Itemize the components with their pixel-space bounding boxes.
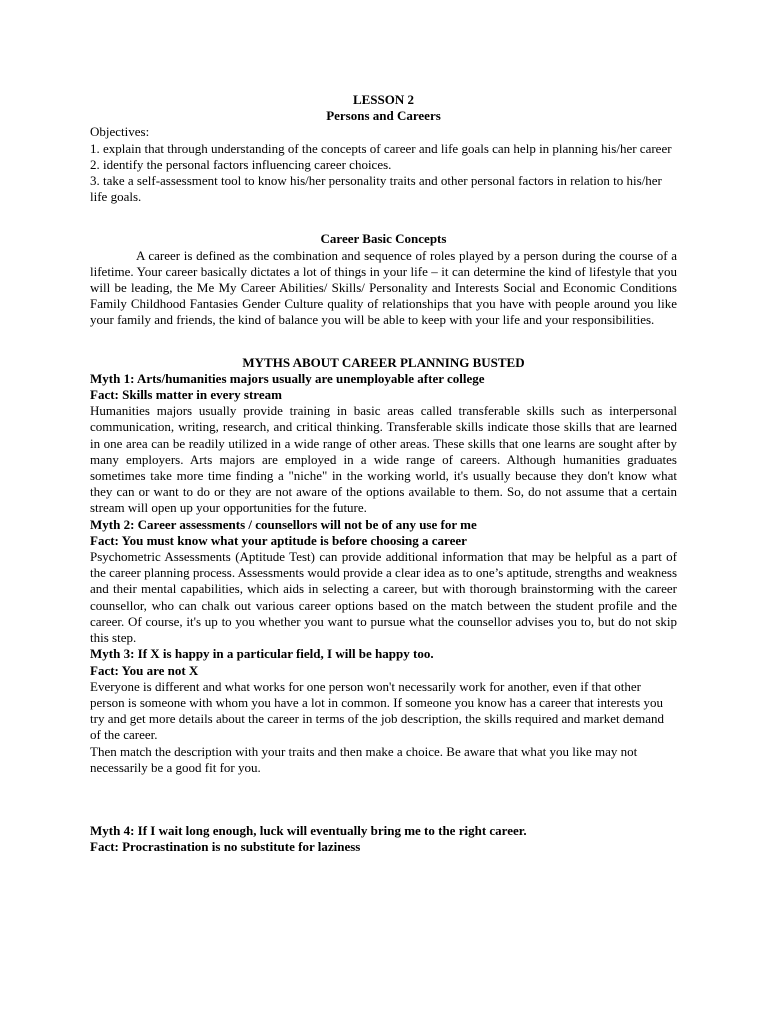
lesson-number: LESSON 2 xyxy=(352,92,415,107)
lesson-title: Persons and Careers xyxy=(326,108,441,124)
objective-item: 1. explain that through understanding of the concepts of career and life goals can help in planning his/her career xyxy=(90,140,672,156)
myth-3-body-2: Then match the description with your traits and then make a choice. Be aware that what you like may not necessarily be a good fit for you. xyxy=(90,743,638,775)
basic-concepts-body: A career is defined as the combination and sequence of roles played by a person during the course of a lifetime. Your career basically dictates a lot of things in your life – it can determine the kind of lifestyle that you will be leading, the Me My Career Abilities/ Skills/ Personality and Interests Social and Economic Conditions Family Childhood Fantasies Gender Culture quality of relationships that you have with people around you like your family and friends, the kind of balance you will be able to keep with your life and your responsibilities. xyxy=(90,247,677,328)
myth-1-body: Humanities majors usually provide training in basic areas called transferable skills such as interpersonal communication, writing, research, and critical thinking. Transferable skills indicate those skills that are learned in one area can be readily utilized in a wide range of other areas. These skills that one learns are sought after by many employers. Arts majors are employed in a wide range of careers. Although humanities graduates sometimes take more time finding a "niche" in the working world, it's usually because they don't know what they can or want to do or they are not aware of the options available to them. So, do not assume that a certain stream will open up your opportunities for the future. xyxy=(90,403,677,516)
myth-2-title: Myth 2: Career assessments / counsellors will not be of any use for me xyxy=(90,516,477,532)
myths-heading: MYTHS ABOUT CAREER PLANNING BUSTED xyxy=(242,354,525,370)
objective-item: 2. identify the personal factors influencing career choices. xyxy=(90,156,392,172)
objectives-section xyxy=(90,124,677,205)
basic-concepts-heading: Career Basic Concepts xyxy=(320,231,447,247)
myth-3-title: Myth 3: If X is happy in a particular field, I will be happy too. xyxy=(90,646,434,662)
myths-section xyxy=(90,355,677,856)
objective-item: 3. take a self-assessment tool to know his/her personality traits and other personal factors in relation to his/her life goals. xyxy=(90,173,662,205)
document-page xyxy=(90,92,677,855)
myth-2-fact: Fact: You must know what your aptitude is before choosing a career xyxy=(90,532,467,548)
myth-1-title: Myth 1: Arts/humanities majors usually are unemployable after college xyxy=(90,370,485,386)
basic-concepts-section xyxy=(90,231,677,328)
myth-3-body: Everyone is different and what works for one person won't necessarily work for another, even if that other person is someone with whom you have a lot in common. If someone you know has a career that interests you try and get more details about the career in terms of the job description, the skills required and market demand of the career. xyxy=(90,678,664,743)
myth-1-fact: Fact: Skills matter in every stream xyxy=(90,387,282,403)
myth-4-fact: Fact: Procrastination is no substitute for laziness xyxy=(90,839,361,855)
myth-2-body: Psychometric Assessments (Aptitude Test) can provide additional information that may be helpful as a part of the career planning process. Assessments would provide a clear idea as to one’s aptitude, strengths and weakness and their mental capabilities, which aids in selecting a career, but with thorough brainstorming with the career counsellor, who can chalk out various career options based on the match between the student profile and the career. Of course, it's up to you whether you want to pursue what the counsellor advises you to, but do not skip this step. xyxy=(90,549,677,646)
objectives-heading: Objectives: xyxy=(90,124,150,140)
myth-4-title: Myth 4: If I wait long enough, luck will eventually bring me to the right career. xyxy=(90,822,527,838)
myth-3-fact: Fact: You are not X xyxy=(90,662,199,678)
